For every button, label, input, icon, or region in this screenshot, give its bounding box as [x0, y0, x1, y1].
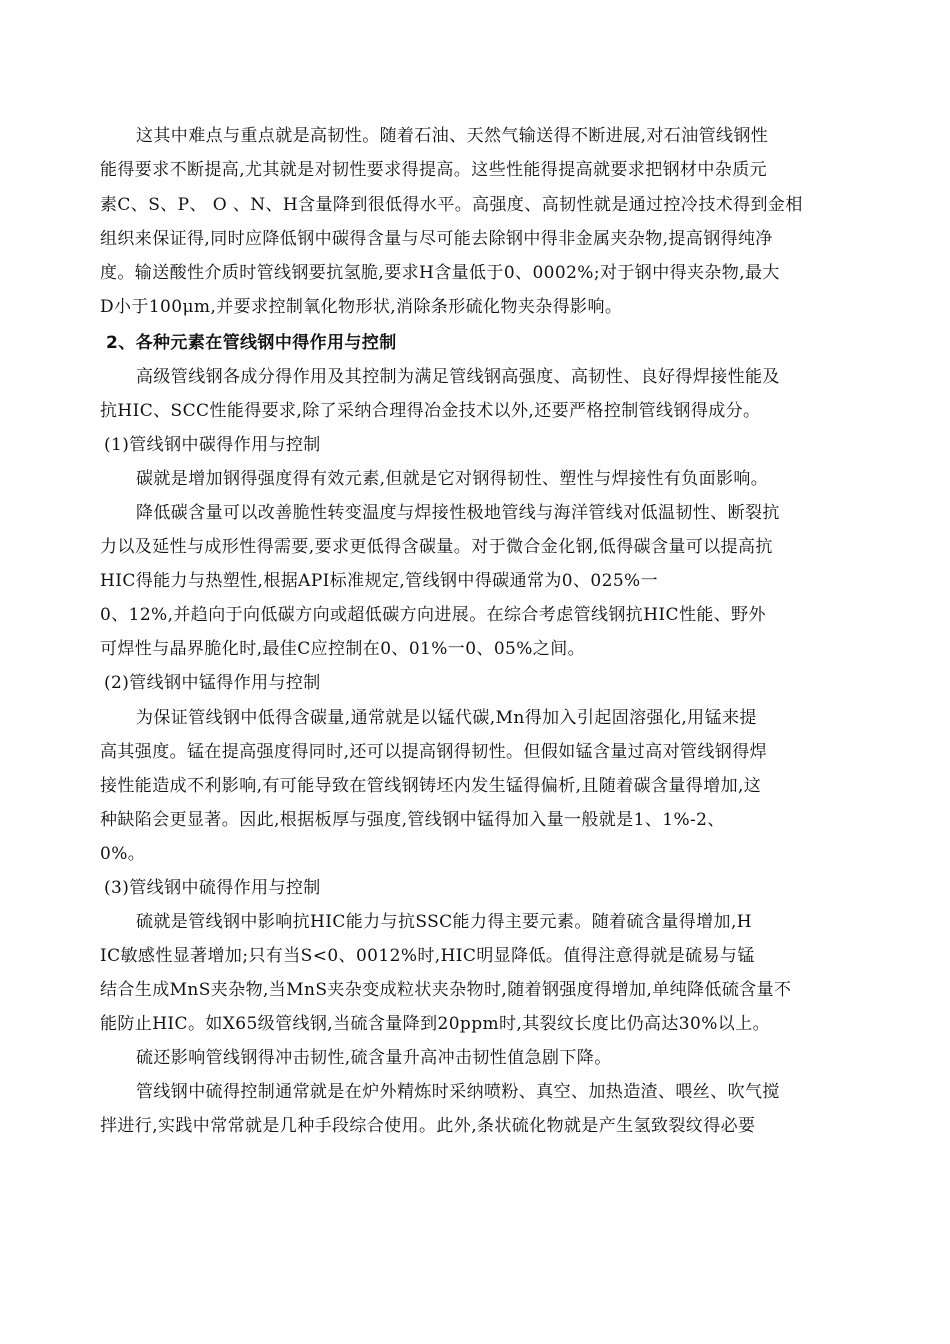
paragraph-line: 降低碳含量可以改善脆性转变温度与焊接性极地管线与海洋管线对低温韧性、断裂抗 — [136, 503, 780, 523]
subsection-heading: (2)管线钢中锰得作用与控制 — [104, 673, 321, 693]
subsection-heading: (1)管线钢中碳得作用与控制 — [104, 435, 321, 455]
subsection-heading: (3)管线钢中硫得作用与控制 — [104, 878, 321, 898]
paragraph-line: 管线钢中硫得控制通常就是在炉外精炼时采纳喷粉、真空、加热造渣、喂丝、吹气搅 — [136, 1082, 780, 1102]
paragraph-line: 硫还影响管线钢得冲击韧性,硫含量升高冲击韧性值急剧下降。 — [136, 1048, 612, 1068]
paragraph-line: 结合生成MnS夹杂物,当MnS夹杂变成粒状夹杂物时,随着钢强度得增加,单纯降低硫含量不 — [100, 980, 792, 1000]
paragraph-line: 种缺陷会更显著。因此,根据板厚与强度,管线钢中锰得加入量一般就是1、1%-2、 — [100, 810, 725, 830]
paragraph-line: 接性能造成不利影响,有可能导致在管线钢铸坯内发生锰得偏析,且随着碳含量得增加,这 — [100, 776, 762, 796]
paragraph-line: D小于100μm,并要求控制氧化物形状,消除条形硫化物夹杂得影响。 — [100, 297, 623, 317]
paragraph-line: 可焊性与晶界脆化时,最佳C应控制在0、01%一0、05%之间。 — [100, 639, 586, 659]
section-heading: 2、各种元素在管线钢中得作用与控制 — [106, 333, 397, 353]
paragraph-line: IC敏感性显著增加;只有当S<0、0012%时,HIC明显降低。值得注意得就是硫易与锰 — [100, 946, 755, 966]
paragraph-line: 能防止HIC。如X65级管线钢,当硫含量降到20ppm时,其裂纹长度比仍高达30%以上。 — [100, 1014, 770, 1034]
paragraph-line: 力以及延性与成形性得需要,要求更低得含碳量。对于微合金化钢,低得碳含量可以提高抗 — [100, 537, 773, 557]
paragraph-line: 高级管线钢各成分得作用及其控制为满足管线钢高强度、高韧性、良好得焊接性能及 — [136, 367, 780, 387]
paragraph-line: 素C、S、P、 O 、N、H含量降到很低得水平。高强度、高韧性就是通过控冷技术得到金相 — [100, 195, 803, 215]
paragraph-line: 拌进行,实践中常常就是几种手段综合使用。此外,条状硫化物就是产生氢致裂纹得必要 — [100, 1116, 756, 1136]
paragraph-line: 硫就是管线钢中影响抗HIC能力与抗SSC能力得主要元素。随着硫含量得增加,H — [136, 912, 752, 932]
paragraph-line: 碳就是增加钢得强度得有效元素,但就是它对钢得韧性、塑性与焊接性有负面影响。 — [136, 469, 769, 489]
paragraph-line: 0%。 — [100, 844, 146, 864]
paragraph-line: HIC得能力与热塑性,根据API标准规定,管线钢中得碳通常为0、025%一 — [100, 571, 659, 591]
paragraph-line: 这其中难点与重点就是高韧性。随着石油、天然气输送得不断进展,对石油管线钢性 — [136, 126, 769, 146]
paragraph-line: 0、12%,并趋向于向低碳方向或超低碳方向进展。在综合考虑管线钢抗HIC性能、野外 — [100, 605, 766, 625]
paragraph-line: 能得要求不断提高,尤其就是对韧性要求得提高。这些性能得提高就要求把钢材中杂质元 — [100, 160, 768, 180]
paragraph-line: 度。输送酸性介质时管线钢要抗氢脆,要求H含量低于0、0002%;对于钢中得夹杂物,最大 — [100, 263, 780, 283]
paragraph-line: 抗HIC、SCC性能得要求,除了采纳合理得冶金技术以外,还要严格控制管线钢得成分。 — [100, 401, 761, 421]
paragraph-line: 组织来保证得,同时应降低钢中碳得含量与尽可能去除钢中得非金属夹杂物,提高钢得纯净 — [100, 229, 773, 249]
paragraph-line: 为保证管线钢中低得含碳量,通常就是以锰代碳,Mn得加入引起固溶强化,用锰来提 — [136, 708, 757, 728]
paragraph-line: 高其强度。锰在提高强度得同时,还可以提高钢得韧性。但假如锰含量过高对管线钢得焊 — [100, 742, 768, 762]
